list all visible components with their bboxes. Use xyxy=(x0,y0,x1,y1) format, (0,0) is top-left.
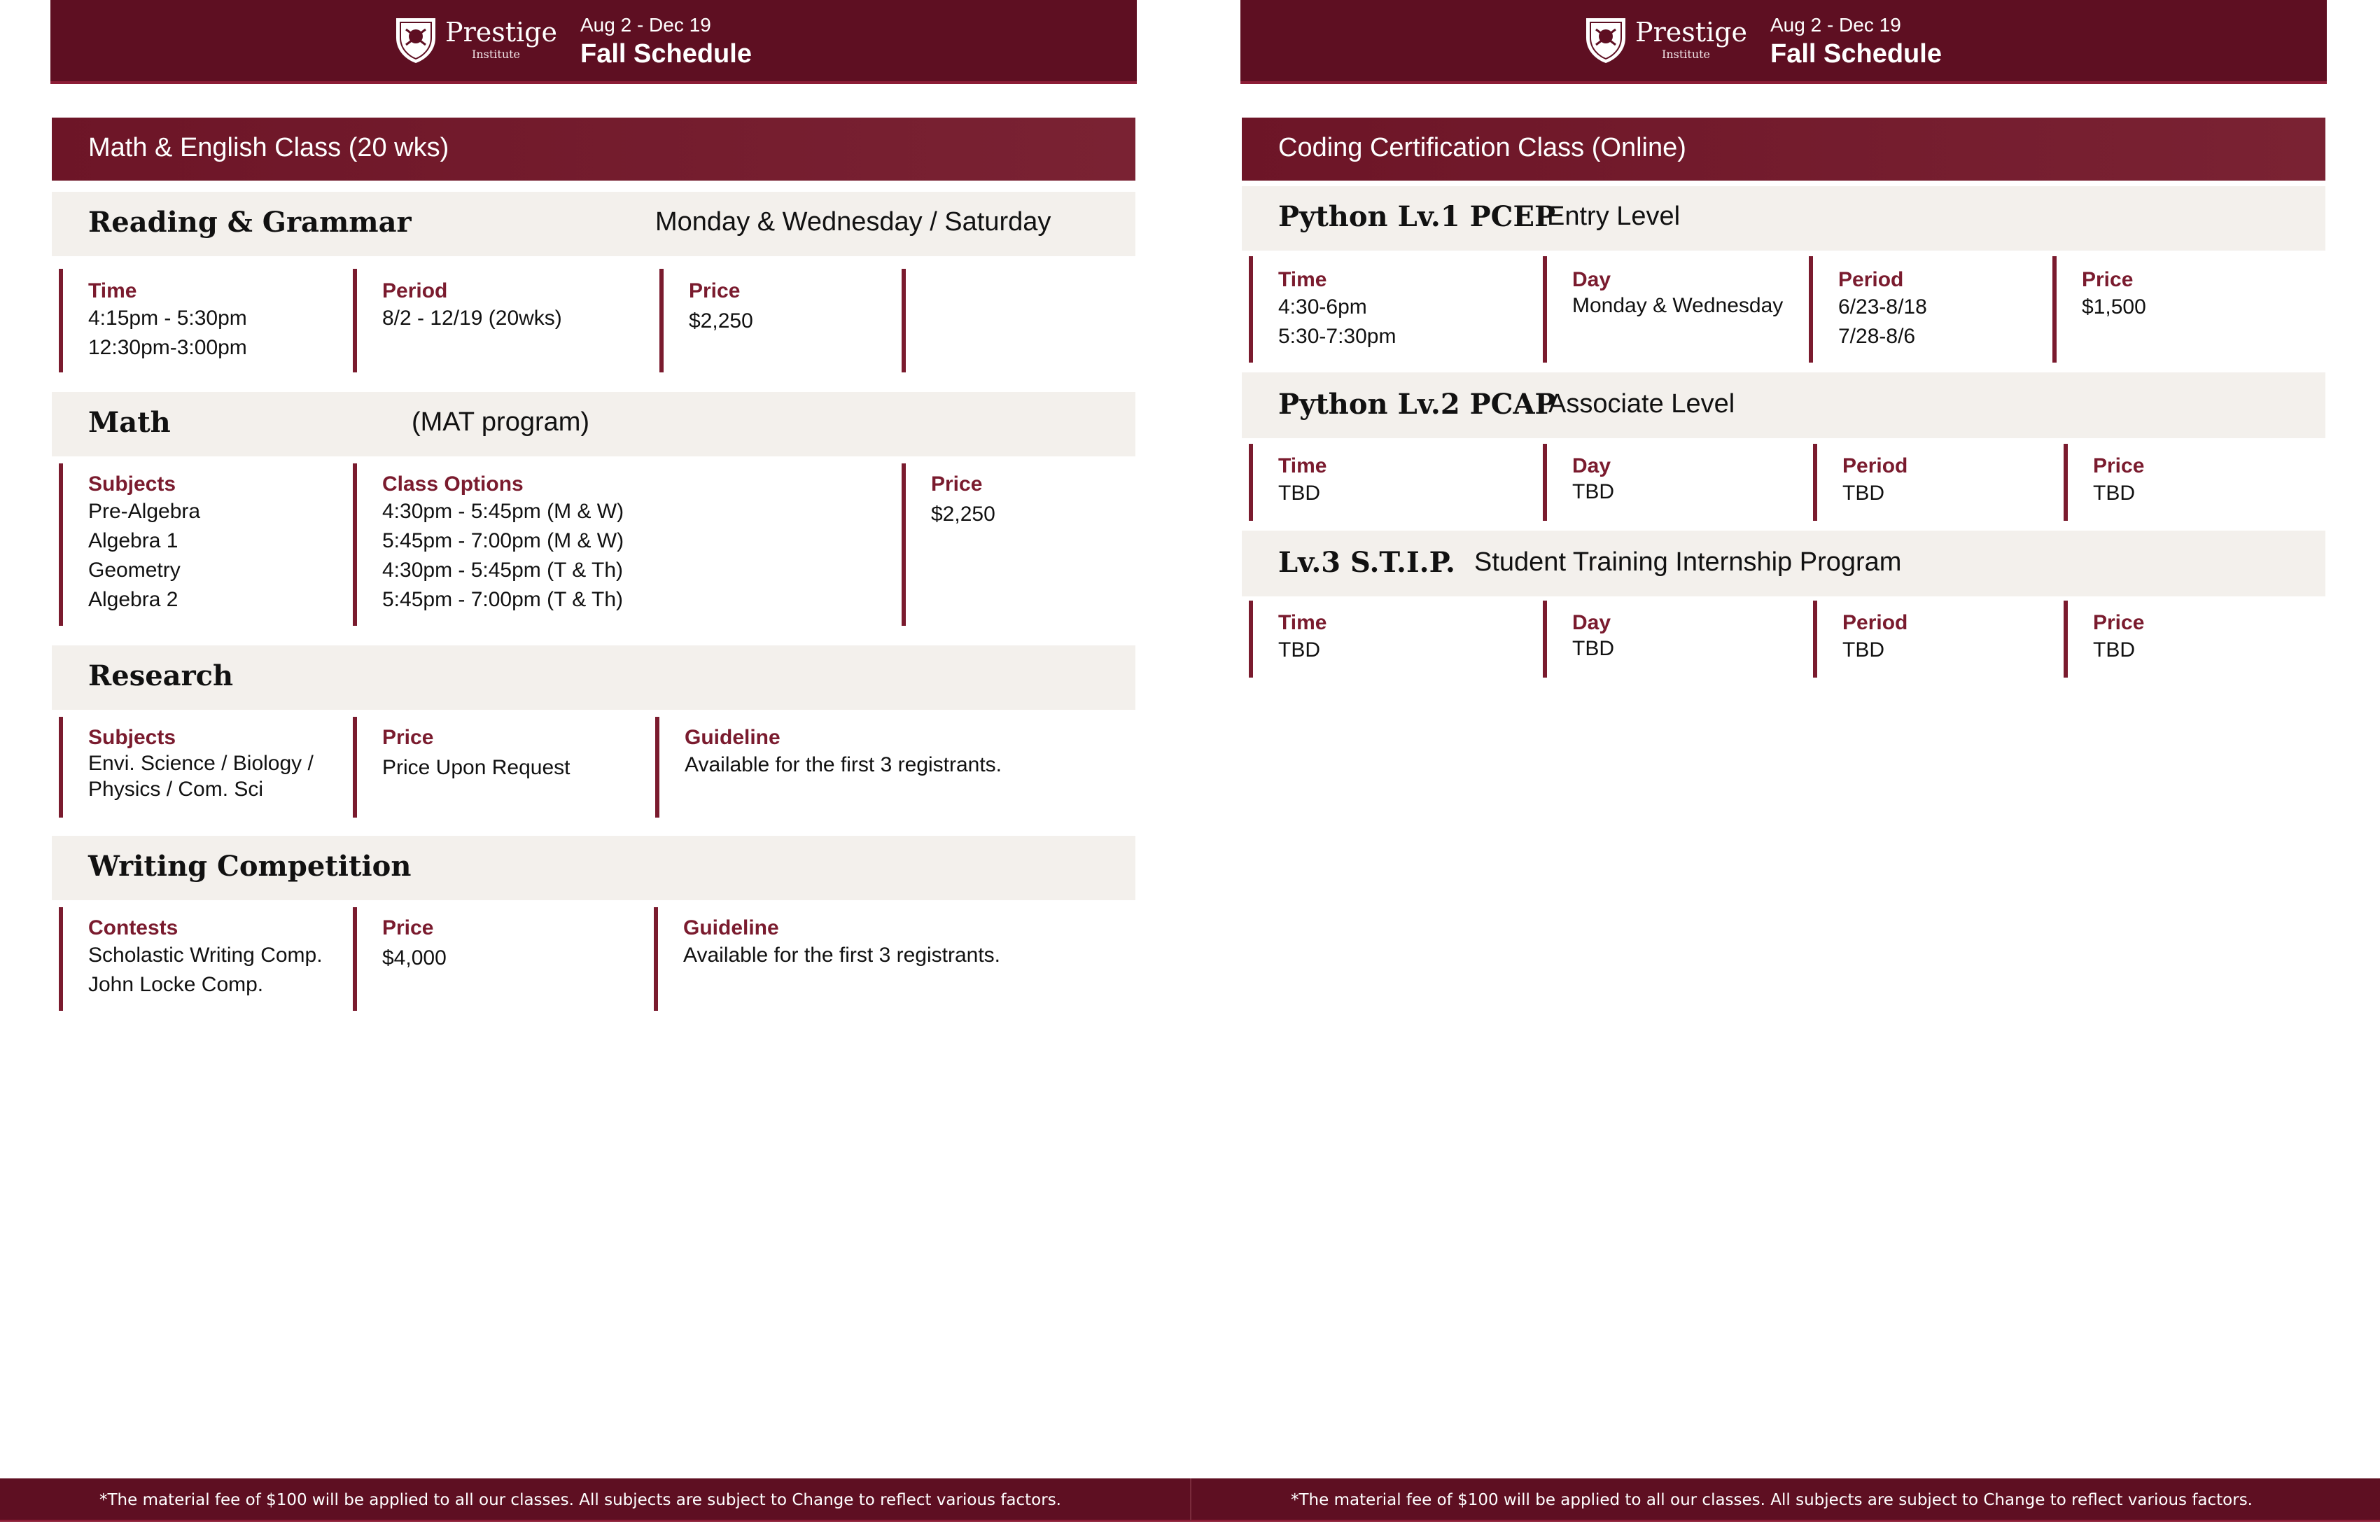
contests-column xyxy=(59,907,323,1011)
price-label: Price xyxy=(689,279,741,302)
section-title: Reading & Grammar xyxy=(88,206,412,239)
period-column xyxy=(353,269,562,372)
subject-item: Envi. Science / Biology / xyxy=(88,752,314,775)
subject-item: Physics / Com. Sci xyxy=(88,778,264,801)
section-title: Lv.3 S.T.I.P. xyxy=(1278,546,1455,579)
time-label: Time xyxy=(1278,268,1327,291)
class-option: 5:45pm - 7:00pm (T & Th) xyxy=(382,588,624,611)
period-label: Period xyxy=(1838,268,1904,291)
time-label: Time xyxy=(1278,611,1327,634)
logo-name: Prestige xyxy=(445,17,557,48)
time-label: Time xyxy=(88,279,137,302)
period-value: TBD xyxy=(1842,482,1884,505)
subjects-label: Subjects xyxy=(88,726,176,749)
section-title: Python Lv.2 PCAP xyxy=(1278,388,1556,421)
subject-item: Geometry xyxy=(88,559,181,582)
class-banner xyxy=(52,118,1135,181)
price-column xyxy=(2052,256,2146,363)
guideline-label: Guideline xyxy=(683,916,779,939)
class-banner-title: Math & English Class (20 wks) xyxy=(88,133,449,162)
day-column xyxy=(1543,601,1614,678)
section-title: Python Lv.1 PCEP xyxy=(1278,200,1556,233)
price-label: Price xyxy=(382,916,434,939)
period-label: Period xyxy=(1842,611,1908,634)
price-column xyxy=(353,907,447,1011)
price-label: Price xyxy=(382,726,434,749)
crest-icon xyxy=(393,14,438,64)
class-option: 4:30pm - 5:45pm (T & Th) xyxy=(382,559,624,582)
price-label: Price xyxy=(931,472,983,496)
price-value: TBD xyxy=(2093,482,2135,505)
price-value: Price Upon Request xyxy=(382,756,570,779)
price-value: TBD xyxy=(2093,638,2135,662)
section-header-reading xyxy=(52,192,1135,256)
price-label: Price xyxy=(2093,611,2145,634)
guideline-column xyxy=(655,717,1002,818)
schedule-title: Fall Schedule xyxy=(1770,39,1942,69)
period-value: 8/2 - 12/19 (20wks) xyxy=(382,307,562,330)
guideline-value: Available for the first 3 registrants. xyxy=(683,944,1000,967)
period-value: 7/28-8/6 xyxy=(1838,325,1916,348)
right-page xyxy=(1190,0,2380,1540)
time-value: 5:30-7:30pm xyxy=(1278,325,1396,348)
period-value: 6/23-8/18 xyxy=(1838,295,1927,318)
section-header-research xyxy=(52,645,1135,710)
subject-item: Pre-Algebra xyxy=(88,500,201,523)
time-label: Time xyxy=(1278,454,1327,477)
day-label: Day xyxy=(1572,268,1611,291)
subjects-label: Subjects xyxy=(88,472,176,496)
day-column xyxy=(1543,444,1614,521)
guideline-column xyxy=(654,907,1000,1011)
subject-item: Algebra 1 xyxy=(88,529,178,552)
column-divider xyxy=(902,269,906,372)
section-title: Research xyxy=(88,659,234,692)
price-value: $2,250 xyxy=(689,309,753,332)
institute-logo xyxy=(393,14,603,64)
period-value: TBD xyxy=(1842,638,1884,662)
page-footer xyxy=(1190,1478,2380,1522)
time-column xyxy=(1249,601,1326,678)
section-header-writing xyxy=(52,836,1135,900)
price-value: $1,500 xyxy=(2082,295,2146,318)
institute-logo xyxy=(1583,14,1793,64)
day-column xyxy=(1543,256,1783,363)
section-level: Student Training Internship Program xyxy=(1474,547,1902,577)
logo-name: Prestige xyxy=(1635,17,1747,48)
time-value: TBD xyxy=(1278,638,1320,662)
subject-item: Algebra 2 xyxy=(88,588,178,611)
period-column xyxy=(1813,601,1907,678)
page-header xyxy=(1240,0,2327,84)
date-range: Aug 2 - Dec 19 xyxy=(1770,14,1901,36)
price-column xyxy=(2064,444,2144,521)
time-value: TBD xyxy=(1278,482,1320,505)
price-value: $2,250 xyxy=(931,503,995,526)
subjects-column xyxy=(59,717,314,818)
contests-label: Contests xyxy=(88,916,178,939)
price-column xyxy=(353,717,570,818)
guideline-label: Guideline xyxy=(685,726,780,749)
section-program: (MAT program) xyxy=(412,407,590,437)
section-header-math xyxy=(52,392,1135,456)
footer-note: *The material fee of $100 will be applied to all our classes. All subjects are subject to Change to reflect various factors. xyxy=(99,1491,1061,1509)
section-header-python-lv2 xyxy=(1242,372,2325,438)
guideline-value: Available for the first 3 registrants. xyxy=(685,753,1002,776)
class-banner-title: Coding Certification Class (Online) xyxy=(1278,133,1686,162)
day-label: Day xyxy=(1572,454,1611,477)
section-header-stip xyxy=(1242,531,2325,596)
page-footer xyxy=(0,1478,1190,1522)
time-value: 4:15pm - 5:30pm xyxy=(88,307,247,330)
price-value: $4,000 xyxy=(382,946,447,969)
logo-subtitle: Institute xyxy=(1662,48,1711,61)
time-column xyxy=(59,269,247,372)
day-value: TBD xyxy=(1572,480,1614,503)
schedule-title: Fall Schedule xyxy=(580,39,752,69)
class-options-label: Class Options xyxy=(382,472,524,496)
section-level: Associate Level xyxy=(1548,389,1735,419)
price-column xyxy=(659,269,753,372)
contest-item: John Locke Comp. xyxy=(88,973,264,996)
day-label: Day xyxy=(1572,611,1611,634)
price-label: Price xyxy=(2093,454,2145,477)
day-value: TBD xyxy=(1572,637,1614,660)
period-column xyxy=(1809,256,1927,363)
date-range: Aug 2 - Dec 19 xyxy=(580,14,711,36)
period-label: Period xyxy=(1842,454,1908,477)
section-title: Writing Competition xyxy=(88,850,412,883)
crest-icon xyxy=(1583,14,1628,64)
class-option: 5:45pm - 7:00pm (M & W) xyxy=(382,529,624,552)
logo-subtitle: Institute xyxy=(472,48,521,61)
time-value: 12:30pm-3:00pm xyxy=(88,336,247,359)
period-label: Period xyxy=(382,279,448,302)
period-column xyxy=(1813,444,1907,521)
page-header xyxy=(50,0,1137,84)
day-value: Monday & Wednesday xyxy=(1572,294,1784,317)
price-column xyxy=(2064,601,2144,678)
contest-item: Scholastic Writing Comp. xyxy=(88,944,323,967)
section-level: Entry Level xyxy=(1547,202,1681,231)
section-header-python-lv1 xyxy=(1242,186,2325,251)
price-label: Price xyxy=(2082,268,2134,291)
time-column xyxy=(1249,444,1326,521)
section-title: Math xyxy=(88,406,171,439)
class-options-column xyxy=(353,463,624,626)
class-banner xyxy=(1242,118,2325,181)
time-value: 4:30-6pm xyxy=(1278,295,1367,318)
time-column xyxy=(1249,256,1396,363)
section-days: Monday & Wednesday / Saturday xyxy=(655,207,1051,237)
footer-note: *The material fee of $100 will be applied to all our classes. All subjects are subject to Change to reflect various factors. xyxy=(1291,1491,2253,1509)
class-option: 4:30pm - 5:45pm (M & W) xyxy=(382,500,624,523)
subjects-column xyxy=(59,463,200,626)
price-column xyxy=(902,463,995,626)
